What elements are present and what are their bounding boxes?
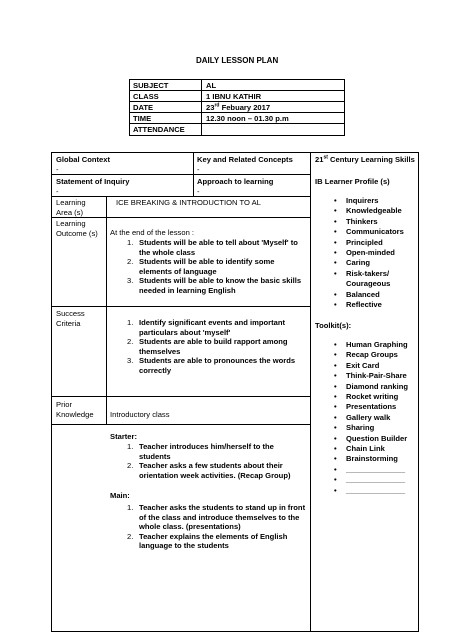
- prior-knowledge-label: Prior Knowledge: [56, 400, 94, 419]
- main-label: Main:: [110, 491, 130, 500]
- time-label: TIME: [133, 114, 152, 123]
- approach-label: Approach to learning: [197, 177, 274, 186]
- approach-value: -: [197, 187, 200, 196]
- toolkit-list: [334, 340, 408, 496]
- statement-inquiry-label: Statement of Inquiry: [56, 177, 130, 186]
- list-item: • Open-minded: [334, 248, 404, 258]
- list-item: • Rocket writing: [334, 392, 408, 402]
- list-item: • Thinkers: [334, 217, 404, 227]
- learning-outcome-list: [127, 238, 307, 296]
- list-item: • Diamond ranking: [334, 382, 408, 392]
- list-item: • Principled: [334, 238, 404, 248]
- list-item: • Brainstorming: [334, 454, 408, 464]
- list-item: • Gallery walk: [334, 413, 408, 423]
- list-item: • Chain Link: [334, 444, 408, 454]
- global-context-label: Global Context: [56, 155, 111, 164]
- starter-label: Starter:: [110, 432, 138, 441]
- ib-profile-heading: IB Learner Profile (s): [315, 177, 390, 186]
- learning-area-label: Learning Area (s): [56, 198, 86, 217]
- list-item: 2. Teacher asks a few students about their orientation week activities. (Recap Group): [127, 461, 291, 480]
- list-item: • Question Builder: [334, 434, 408, 444]
- key-concepts-label: Key and Related Concepts: [197, 155, 293, 164]
- list-item: • Reflective: [334, 300, 404, 310]
- list-item: • Recap Groups: [334, 350, 408, 360]
- subject-value: AL: [206, 81, 217, 90]
- success-criteria-label: Success Criteria: [56, 309, 85, 328]
- list-item: 3. Students will be able to know the basic skills needed in learning English: [127, 276, 302, 295]
- list-item: • Risk-takers/ Courageous: [334, 269, 404, 290]
- starter-list: [127, 442, 307, 480]
- subject-label: SUBJECT: [133, 81, 169, 90]
- key-concepts-value: -: [197, 165, 200, 174]
- class-value: 1 IBNU KATHIR: [206, 92, 262, 101]
- learning-outcome-label: Learning Outcome (s): [56, 219, 98, 238]
- toolkit-heading: Toolkit(s):: [315, 321, 352, 330]
- list-item: • Sharing: [334, 423, 408, 433]
- list-item: 1. Students will be able to tell about 'Myself' to the whole class: [127, 238, 298, 257]
- list-item: • Balanced: [334, 290, 404, 300]
- list-item: • Exit Card: [334, 361, 408, 371]
- list-item: • Caring: [334, 258, 404, 268]
- list-item: • Knowledgeable: [334, 206, 404, 216]
- list-item: • Presentations: [334, 402, 408, 412]
- list-item: • ______________: [334, 475, 408, 485]
- list-item: 2. Teacher explains the elements of English language to the students: [127, 531, 288, 551]
- century-skills-heading: 21st Century Learning Skills: [315, 154, 415, 164]
- page-title: DAILY LESSON PLAN: [196, 56, 279, 65]
- time-value: 12.30 noon – 01.30 p.m: [206, 114, 289, 123]
- global-context-value: -: [56, 165, 59, 174]
- class-label: CLASS: [133, 92, 159, 101]
- learning-area-value: ICE BREAKING & INTRODUCTION TO AL: [116, 198, 261, 207]
- date-label: DATE: [133, 103, 154, 112]
- attendance-label: ATTENDANCE: [133, 125, 185, 134]
- success-criteria-list: [127, 318, 307, 376]
- main-list: [127, 503, 307, 551]
- list-item: • ______________: [334, 486, 408, 496]
- prior-knowledge-value: Introductory class: [110, 410, 170, 419]
- list-item: • Inquirers: [334, 196, 404, 206]
- date-value: 23rd Febuary 2017: [206, 102, 271, 112]
- ib-profile-list: [334, 196, 404, 310]
- list-item: • Think-Pair-Share: [334, 371, 408, 381]
- list-item: 1. Teacher asks the students to stand up in front of the class and introduce themselves to the whole class. (presentations): [127, 503, 306, 532]
- list-item: • Human Graphing: [334, 340, 408, 350]
- list-item: 2. Students will be able to identify some elements of language: [127, 257, 275, 276]
- list-item: 2. Students are able to build rapport among themselves: [127, 337, 288, 356]
- list-item: 1. Identify significant events and important particulars about 'myself': [127, 318, 285, 337]
- statement-inquiry-value: -: [56, 187, 59, 196]
- list-item: 3. Students are able to pronounces the words correctly: [127, 356, 296, 375]
- list-item: • ______________: [334, 465, 408, 475]
- learning-outcome-intro: At the end of the lesson :: [110, 228, 195, 237]
- list-item: • Communicators: [334, 227, 404, 237]
- list-item: 1. Teacher introduces him/herself to the students: [127, 442, 274, 461]
